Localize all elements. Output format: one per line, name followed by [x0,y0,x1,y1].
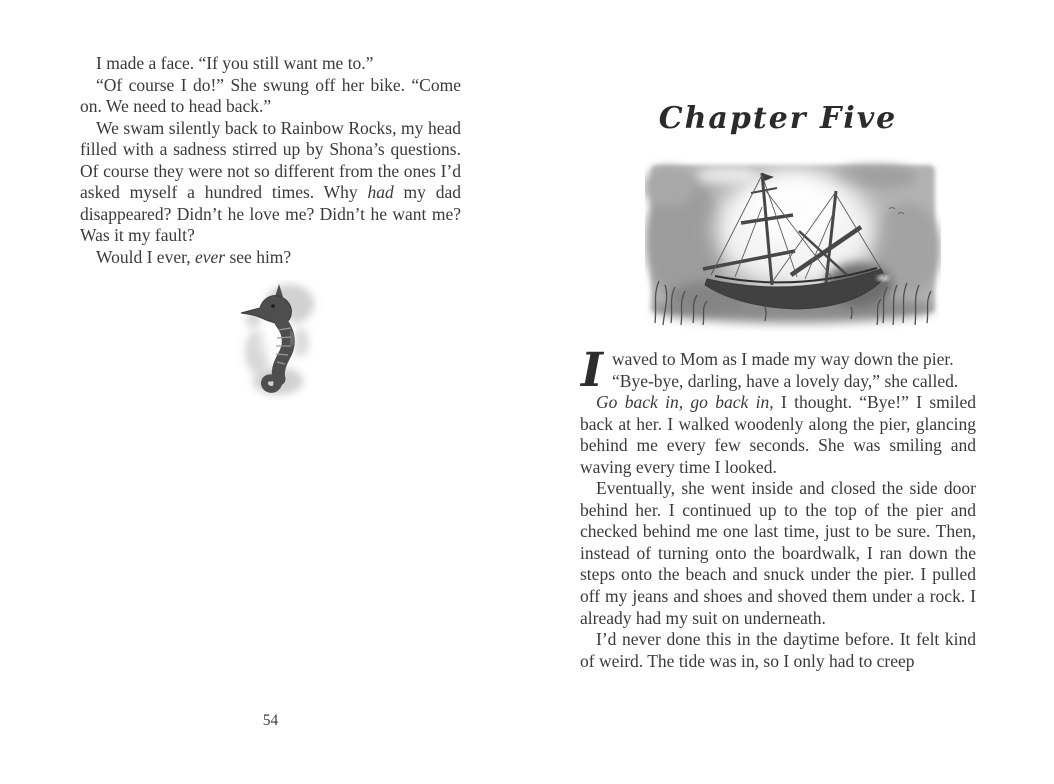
text: I’d never done this in the daytime before. It felt kind of weird. The tide was in, so I only had to creep [580,629,976,671]
text: I made a face. “If you still want me to.” [96,53,374,73]
text: Eventually, she went inside and closed the side door behind her. I continued up to the top of the pier and checked behind me one last time, just to be sure. Then, instead of turning onto the boardwalk, I ran down the steps onto the beach and snuck under the pier. I pulled off my jeans and shoes and shoved them under a rock. I already had my suit on underneath. [580,478,976,628]
paragraph [580,392,976,478]
paragraph [80,75,461,118]
text: my dad disappeared? Didn’t he love me? Didn’t he want me? Was it my fault? [80,182,461,246]
shipwreck-illustration [645,157,941,331]
text: “Bye-bye, darling, have a lovely day,” she called. [612,370,959,391]
text: I thought. “Bye!” I smiled back at her. I walked woodenly along the pier, glancing behind me every few seconds. She was smiling and waving every time I looked. [580,392,976,477]
italic-text: had [367,182,394,203]
paragraph [580,478,976,629]
white-speck [877,276,889,281]
text: We swam silently back to Rainbow Rocks, my head filled with a sadness stirred up by Shona’s questions. Of course they were not so different from the ones I’d asked myself a hundred times. Why [80,117,461,203]
drop-cap: I [581,343,603,398]
chapter-title: Chapter Five [658,101,898,136]
paragraph [580,349,976,371]
paragraph [580,371,976,393]
body-paragraphs [580,392,976,672]
text: Would I ever, [96,246,195,267]
italic-text: ever [194,246,226,267]
left-text-column [80,53,461,268]
paragraph [80,53,461,75]
paragraph [80,118,461,247]
seahorse-illustration [233,280,323,400]
opening-paragraphs [580,343,976,398]
text: see him? [225,246,292,267]
right-text-column [580,343,976,672]
text: “Of course I do!” She swung off her bike. “Come on. We need to head back.” [80,74,461,117]
italic-text: Go back in, go back in, [596,392,774,413]
page-number: 54 [262,712,279,729]
paragraph [580,629,976,672]
text: waved to Mom as I made my way down the pier. [612,349,954,369]
paragraph [80,247,461,269]
